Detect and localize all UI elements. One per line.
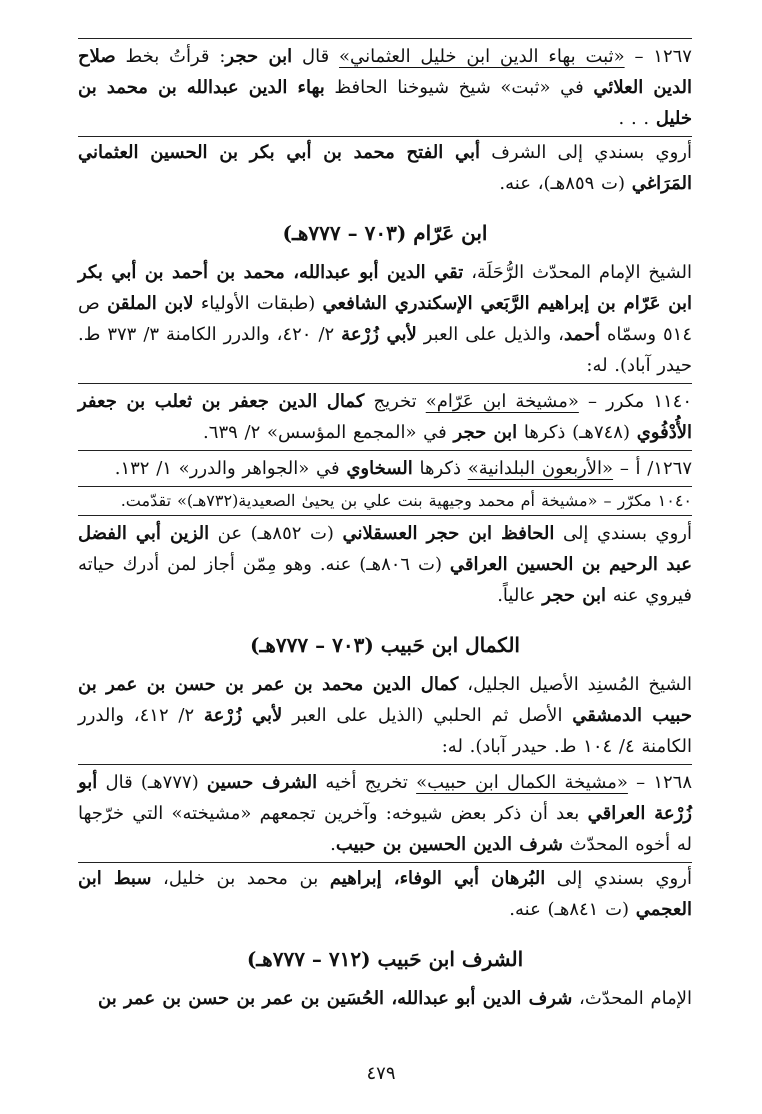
book-title: «الأربعون البلدانية» <box>467 458 614 479</box>
section-heading: الشرف ابن حَبيب (٧١٢ – ٧٧٧هـ) <box>246 947 524 971</box>
book-title: «مشيخة ابن عَرّام» <box>425 391 579 412</box>
isnad-paragraph: أروي بسندي إلى الشرف أبي الفتح محمد بن أبي بكر بن الحسين العثماني المَرَاغي (ت ٨٥٩هـ)، عنه. <box>78 142 692 194</box>
biography-paragraph: الشيخ الإمام المحدّث الرُّحَلَة، تقي الدين أبو عبدالله، محمد بن أحمد بن أبي بكر ابن عَرّام بن إبراهيم الرَّبَعي الإسكندري الشافعي (طبقات الأولياء لابن الملقن ص ٥١٤ وسمّاه أحمد، والذيل على العبر لأبي زُرْعة ٢/ ٤٢٠، والدرر الكامنة ٣/ ٣٧٣ ط. حيدر آباد). له: <box>78 262 693 376</box>
entry-1140: ١١٤٠ مكرر – «مشيخة ابن عَرّام» تخريج كمال الدين جعفر بن ثعلب بن جعفر الأُدْفُوي (٧٤٨هـ) ذكرها ابن حجر في «المجمع المؤسس» ٢/ ٦٣٩. <box>78 391 692 443</box>
entry-number: ١٢٦٧ – <box>634 46 692 67</box>
entry-number: ١١٤٠ مكرر – <box>587 391 692 412</box>
entry-1040: ١٠٤٠ مكرّر – «مشيخة أم محمد وجيهية بنت علي بن يحيىٰ الصعيدية(٧٣٢هـ)» تقدّمت. <box>120 491 692 510</box>
isnad-paragraph: أروي بسندي إلى الحافظ ابن حجر العسقلاني (ت ٨٥٢هـ) عن الزين أبي الفضل عبد الرحيم بن الحسين العراقي (ت ٨٠٦هـ) عنه. وهو مِمّن أجاز لمن أدرك حياته فيروي عنه ابن حجر عالياً. <box>78 523 693 606</box>
book-title: «مشيخة الكمال ابن حبيب» <box>416 772 628 793</box>
entry-1268: ١٢٦٨ – «مشيخة الكمال ابن حبيب» تخريج أخيه الشرف حسين (٧٧٧هـ) قال أبو زُرْعة العراقي بعد أن ذكر بعض شيوخه: وآخرين تجمعهم «مشيخته» التي خرّجها له أخوه المحدّث شرف الدين الحسين بن حبيب. <box>78 772 692 855</box>
isnad-paragraph: أروي بسندي إلى البُرهان أبي الوفاء، إبراهيم بن محمد بن خليل، سبط ابن العجمي (ت ٨٤١هـ) عنه. <box>78 868 692 920</box>
entry-rule <box>78 450 692 451</box>
entry-1267a: ١٢٦٧/ أ – «الأربعون البلدانية» ذكرها السخاوي في «الجواهر والدرر» ١/ ١٣٢. <box>114 458 692 479</box>
entry-rule <box>78 38 692 39</box>
entry-box <box>78 486 692 516</box>
entry-rule <box>78 383 692 384</box>
section-heading: الكمال ابن حَبيب (٧٠٣ – ٧٧٧هـ) <box>250 633 520 657</box>
entry-1267: ١٢٦٧ – «ثبت بهاء الدين ابن خليل العثماني» قال ابن حجر: قرأتُ بخط صلاح الدين العلائي في «ثبت» شيخ شيوخنا الحافظ بهاء الدين عبدالله بن محمد بن خليل . . . <box>78 46 693 129</box>
entry-number: ١٢٦٨ – <box>636 772 692 793</box>
biography-paragraph: الإمام المحدّث، شرف الدين أبو عبدالله، الحُسَين بن عمر بن حسن بن عمر بن <box>98 988 692 1009</box>
biography-paragraph: الشيخ المُسنِد الأصيل الجليل، كمال الدين محمد بن عمر بن حسن بن عمر بن حبيب الدمشقي الأصل ثم الحلبي (الذيل على العبر لأبي زُرْعة ٢/ ٤١٢، والدرر الكامنة ٤/ ١٠٤ ط. حيدر آباد). له: <box>78 674 692 757</box>
page-number: ٤٧٩ <box>366 1063 396 1084</box>
entry-number: ١٢٦٧/ أ – <box>619 458 692 479</box>
entry-rule <box>78 764 692 765</box>
book-title: «ثبت بهاء الدين ابن خليل العثماني» <box>339 46 625 67</box>
section-heading: ابن عَرّام (٧٠٣ – ٧٧٧هـ) <box>282 221 488 245</box>
